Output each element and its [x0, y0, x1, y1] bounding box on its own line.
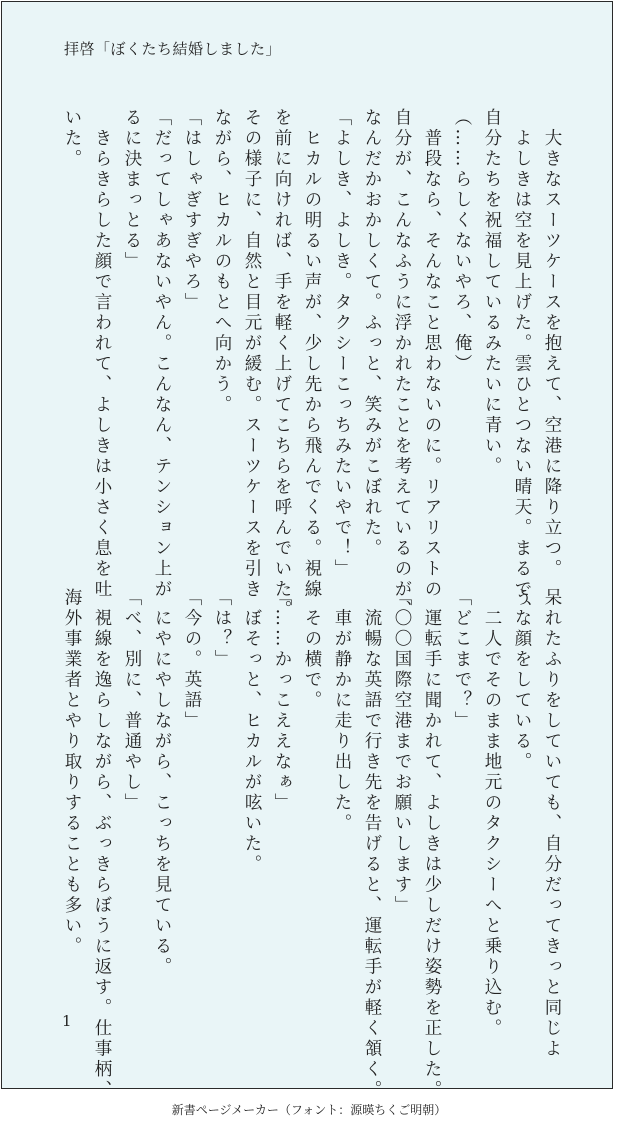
text-line: その様子に、自然と目元が緩む。スーツケースを引き [242, 108, 262, 600]
text-line: 二人でそのまま地元のタクシーへと乗り込む。 [482, 588, 502, 1039]
upper-text-block [62, 108, 567, 621]
page-number: 1 [62, 1012, 72, 1030]
text-line: その横で。 [302, 588, 322, 711]
text-line: ぼそっと、ヒカルが呟いた。 [242, 588, 262, 875]
text-line: にやにやしながら、こっちを見ている。 [152, 588, 172, 978]
text-line: 車が静かに走り出した。 [332, 588, 352, 834]
lower-text-block [57, 588, 567, 1101]
text-line: 「どこまで？」 [452, 588, 472, 732]
text-line: うな顔をしている。 [512, 588, 532, 773]
text-line: ながら、ヒカルのもとへ向かう。 [212, 108, 232, 416]
text-line: るに決まっとる」 [122, 108, 142, 272]
text-line: 流暢な英語で行き先を告げると、運転手が軽く頷く。 [362, 588, 382, 1101]
text-line: ヒカルの明るい声が、少し先から飛んでくる。視線 [302, 108, 322, 600]
page-header-title: 拝啓「ぼくたち結婚しました」 [64, 40, 282, 58]
text-line: 「だってしゃあないやん。こんなん、テンション上が [152, 108, 172, 600]
text-line: （……らしくないやろ、俺） [452, 108, 472, 375]
text-line: いた。 [62, 108, 82, 170]
text-line: 「は？」 [212, 588, 232, 670]
text-line: 呆れたふりをしていても、自分だってきっと同じよ [542, 588, 562, 1060]
text-line: きらきらした顔で言われて、よしきは小さく息を吐 [92, 108, 112, 600]
text-line: 普段なら、そんなこと思わないのに。リアリストの [422, 108, 442, 600]
text-line: 「べ、別に、普通やし」 [122, 588, 142, 814]
text-line: 「よしき、よしき。タクシーこっちみたいやで！」 [332, 108, 352, 580]
text-line: 「……かっこええなぁ」 [272, 588, 292, 814]
text-line: 自分たちを祝福しているみたいに青い。 [482, 108, 502, 477]
text-line: よしきは空を見上げた。雲ひとつない晴天。まるで、 [512, 108, 532, 621]
text-line: なんだかおかしくて。ふっと、笑みがこぼれた。 [362, 108, 382, 559]
footer-credit: 新書ページメーカー（フォント：源暎ちくご明朝） [171, 1103, 447, 1117]
text-line: 自分が、こんなふうに浮かれたことを考えているのが、 [392, 108, 412, 621]
text-line: を前に向ければ、手を軽く上げてこちらを呼んでいた。 [272, 108, 292, 621]
novel-page [1, 1, 613, 1101]
text-line: 「〇〇国際空港までお願いします」 [392, 588, 412, 916]
text-line: 視線を逸らしながら、ぶっきらぼうに返す。仕事柄、 [92, 588, 112, 1101]
text-line: 運転手に聞かれて、よしきは少しだけ姿勢を正した。 [422, 588, 442, 1101]
text-line: 「今の。英語」 [182, 588, 202, 732]
text-line: 海外事業者とやり取りすることも多い。 [62, 588, 82, 957]
text-line: 大きなスーツケースを抱えて、空港に降り立つ。 [542, 108, 562, 580]
text-line: 「はしゃぎすぎやろ」 [182, 108, 202, 313]
